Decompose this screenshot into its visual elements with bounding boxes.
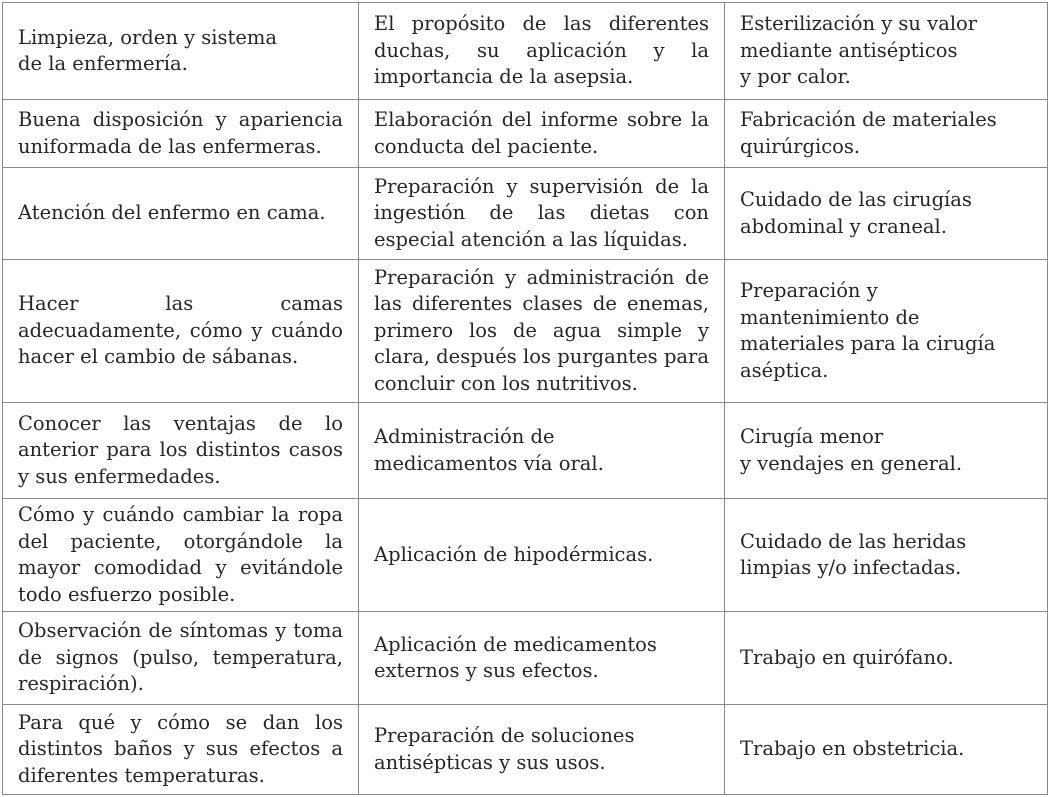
cell-text: Aplicación de hipodérmicas. (374, 542, 654, 566)
table-cell (359, 168, 725, 260)
cell-text: Conocer las ventajas de lo anterior para los distintos casos y sus enfermedades. (18, 411, 343, 488)
table-cell (3, 705, 359, 795)
cell-text: Para qué y cómo se dan los distintos baños y sus efectos a diferentes temperaturas. (18, 710, 343, 787)
cell-text: Elaboración del informe sobre la conducta del paciente. (374, 108, 709, 158)
table-cell (359, 612, 725, 705)
cell-text: Preparación y mantenimiento de materiales para la cirugía aséptica. (740, 279, 996, 382)
table-cell (3, 260, 359, 403)
table-cell (359, 3, 725, 100)
table-cell (725, 260, 1048, 403)
nursing-curriculum-table (2, 2, 1048, 795)
table-cell (359, 705, 725, 795)
cell-text: Atención del enfermo en cama. (18, 201, 326, 225)
cell-text: Observación de síntomas y toma de signos (pulso, temperatura, respiración). (18, 619, 343, 696)
table-cell (3, 403, 359, 499)
cell-text: Aplicación de medicamentos externos y sus efectos. (374, 632, 657, 682)
cell-text: Trabajo en obstetricia. (740, 737, 965, 761)
cell-text: Cirugía menor y vendajes en general. (740, 425, 963, 475)
table-cell (3, 499, 359, 612)
table-cell (3, 612, 359, 705)
cell-text: Preparación y administración de las diferentes clases de enemas, primero los de agua simple y clara, después los purgantes para concluir con los nutritivos. (374, 265, 709, 395)
cell-text: Limpieza, orden y sistema de la enfermería. (18, 25, 278, 75)
table-cell (359, 499, 725, 612)
table-cell (3, 100, 359, 168)
table-cell (3, 168, 359, 260)
table-row (3, 403, 1048, 499)
table-cell (725, 612, 1048, 705)
cell-text: Esterilización y su valor mediante antisépticos y por calor. (740, 12, 978, 89)
table-cell (725, 3, 1048, 100)
cell-text: Preparación y supervisión de la ingestión de las dietas con especial atención a las líquidas. (374, 174, 709, 251)
cell-text: Cómo y cuándo cambiar la ropa del paciente, otorgándole la mayor comodidad y evitándole todo esfuerzo posible. (18, 503, 343, 606)
table-row (3, 168, 1048, 260)
cell-text: Cuidado de las cirugías abdominal y craneal. (740, 188, 972, 238)
table-cell (725, 403, 1048, 499)
table-cell (725, 168, 1048, 260)
cell-text: Preparación de soluciones antisépticas y sus usos. (374, 724, 635, 774)
table-row (3, 705, 1048, 795)
table-row (3, 3, 1048, 100)
cell-text: Administración de medicamentos vía oral. (374, 425, 604, 475)
table-cell (359, 100, 725, 168)
cell-text: Fabricación de materiales quirúrgicos. (740, 108, 997, 158)
table-row (3, 499, 1048, 612)
table-cell (359, 260, 725, 403)
table-row (3, 100, 1048, 168)
cell-text: Hacer las camas adecuadamente, cómo y cuándo hacer el cambio de sábanas. (18, 292, 343, 369)
cell-text: Buena disposición y apariencia uniformada de las enfermeras. (18, 108, 343, 158)
table-row (3, 612, 1048, 705)
cell-text: Cuidado de las heridas limpias y/o infectadas. (740, 529, 967, 579)
cell-text: Trabajo en quirófano. (740, 645, 954, 669)
table-cell (725, 100, 1048, 168)
table-row (3, 260, 1048, 403)
cell-text: El propósito de las diferentes duchas, su aplicación y la importancia de la asepsia. (374, 12, 709, 89)
table-cell (725, 499, 1048, 612)
table-cell (3, 3, 359, 100)
table-cell (725, 705, 1048, 795)
table-cell (359, 403, 725, 499)
